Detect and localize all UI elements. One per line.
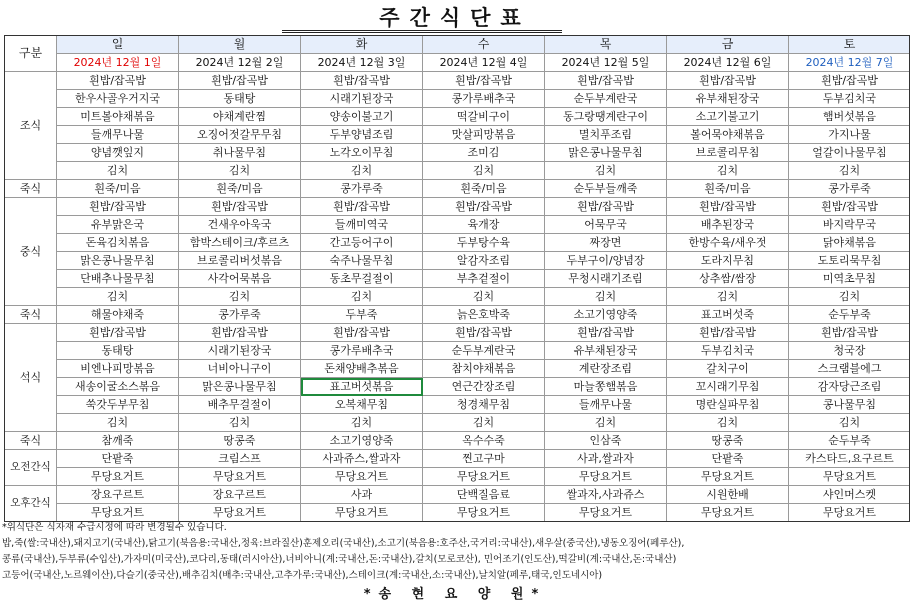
menu-cell[interactable]: 도라지무침 — [667, 252, 789, 270]
menu-cell[interactable]: 멸치푸조림 — [545, 126, 667, 144]
menu-cell[interactable]: 갈치구이 — [667, 360, 789, 378]
menu-cell[interactable]: 콩가루배추국 — [301, 342, 423, 360]
menu-cell[interactable]: 쑥갓두부무침 — [57, 396, 179, 414]
menu-cell[interactable]: 노각오이무침 — [301, 144, 423, 162]
menu-cell[interactable]: 무당요거트 — [423, 468, 545, 486]
meal-row — [5, 126, 910, 144]
note-line: *위식단은 식자재 수급시정에 따라 변경될수 있습니다. — [0, 520, 910, 536]
menu-cell[interactable]: 유부채된장국 — [667, 90, 789, 108]
meal-row — [5, 450, 910, 468]
menu-cell[interactable]: 명란실파무침 — [667, 396, 789, 414]
menu-cell[interactable]: 흰죽/미음 — [423, 180, 545, 198]
menu-cell[interactable]: 인삼죽 — [545, 432, 667, 450]
date-header: 2024년 12월 3일 — [301, 54, 423, 72]
meal-row — [5, 144, 910, 162]
menu-cell[interactable]: 김치 — [789, 162, 910, 180]
menu-cell[interactable]: 김치 — [57, 288, 179, 306]
menu-cell[interactable]: 무당요거트 — [301, 504, 423, 522]
menu-cell[interactable]: 흰밥/잡곡밥 — [545, 324, 667, 342]
menu-cell[interactable]: 조미김 — [423, 144, 545, 162]
menu-cell[interactable]: 흰밥/잡곡밥 — [667, 72, 789, 90]
menu-cell[interactable]: 샤인머스켓 — [789, 486, 910, 504]
menu-cell[interactable]: 늙은호박죽 — [423, 306, 545, 324]
menu-cell[interactable]: 동초무걸절이 — [301, 270, 423, 288]
meal-category-label: 죽식 — [5, 180, 57, 198]
menu-cell[interactable]: 흰밥/잡곡밥 — [179, 198, 301, 216]
menu-cell[interactable]: 한우사골우거지국 — [57, 90, 179, 108]
menu-cell[interactable]: 무당요거트 — [57, 504, 179, 522]
menu-cell[interactable]: 배추무걸절이 — [179, 396, 301, 414]
menu-cell[interactable]: 배추된장국 — [667, 216, 789, 234]
menu-cell[interactable]: 김치 — [423, 162, 545, 180]
menu-cell[interactable]: 김치 — [667, 288, 789, 306]
menu-cell[interactable]: 시원한배 — [667, 486, 789, 504]
menu-cell[interactable]: 오복채무침 — [301, 396, 423, 414]
menu-cell[interactable]: 흰밥/잡곡밥 — [667, 198, 789, 216]
menu-cell[interactable]: 흰밥/잡곡밥 — [179, 72, 301, 90]
menu-cell[interactable]: 두부탕수육 — [423, 234, 545, 252]
menu-cell[interactable]: 흰밥/잡곡밥 — [423, 198, 545, 216]
menu-cell[interactable]: 스크램블에그 — [789, 360, 910, 378]
menu-cell[interactable]: 김치 — [57, 162, 179, 180]
menu-cell[interactable]: 두부김치국 — [789, 90, 910, 108]
menu-cell[interactable]: 쌀과자,사과쥬스 — [545, 486, 667, 504]
menu-cell[interactable]: 찐고구마 — [423, 450, 545, 468]
menu-cell[interactable]: 표고버섯볶음 — [301, 378, 423, 396]
menu-cell[interactable]: 연근간장조림 — [423, 378, 545, 396]
menu-cell[interactable]: 김치 — [301, 414, 423, 432]
meal-category-label: 죽식 — [5, 306, 57, 324]
menu-cell[interactable]: 맑은콩나물무침 — [179, 378, 301, 396]
page-title: 주간식단표 — [0, 2, 910, 32]
menu-cell[interactable]: 김치 — [301, 288, 423, 306]
menu-cell[interactable]: 상추쌈/쌈장 — [667, 270, 789, 288]
meal-row — [5, 270, 910, 288]
menu-cell[interactable]: 돈채양배추볶음 — [301, 360, 423, 378]
menu-cell[interactable]: 단배추나물무침 — [57, 270, 179, 288]
menu-cell[interactable]: 무당요거트 — [545, 504, 667, 522]
meal-category-label: 죽식 — [5, 432, 57, 450]
meal-row — [5, 90, 910, 108]
menu-cell[interactable]: 흰밥/잡곡밥 — [789, 72, 910, 90]
meal-row — [5, 108, 910, 126]
title — [0, 0, 910, 34]
menu-cell[interactable]: 흰죽/미음 — [667, 180, 789, 198]
menu-cell[interactable]: 흰밥/잡곡밥 — [301, 198, 423, 216]
footer: *송 현 요 양 원* — [0, 583, 910, 602]
date-header: 2024년 12월 5일 — [545, 54, 667, 72]
day-header: 수 — [423, 36, 545, 54]
menu-cell[interactable]: 닭야채볶음 — [789, 234, 910, 252]
menu-cell[interactable]: 도토리묵무침 — [789, 252, 910, 270]
menu-cell[interactable]: 사각어묵볶음 — [179, 270, 301, 288]
menu-cell[interactable]: 짜장면 — [545, 234, 667, 252]
menu-cell[interactable]: 김치 — [545, 288, 667, 306]
day-header: 토 — [789, 36, 910, 54]
meal-row — [5, 342, 910, 360]
date-header: 2024년 12월 4일 — [423, 54, 545, 72]
meal-category-label: 중식 — [5, 198, 57, 306]
menu-cell[interactable]: 무당요거트 — [789, 468, 910, 486]
menu-cell[interactable]: 건새우아욱국 — [179, 216, 301, 234]
date-header: 2024년 12월 6일 — [667, 54, 789, 72]
menu-cell[interactable]: 단팥죽 — [667, 450, 789, 468]
menu-cell[interactable]: 떡갈비구이 — [423, 108, 545, 126]
meal-row — [5, 468, 910, 486]
menu-cell[interactable]: 볼어묵야채볶음 — [667, 126, 789, 144]
menu-cell[interactable]: 맑은콩나물무침 — [545, 144, 667, 162]
menu-cell[interactable]: 참치야채볶음 — [423, 360, 545, 378]
category-header: 구분 — [5, 36, 57, 72]
menu-cell[interactable]: 사과 — [301, 486, 423, 504]
menu-cell[interactable]: 순두부죽 — [789, 306, 910, 324]
meal-category-label: 오후간식 — [5, 486, 57, 522]
menu-cell[interactable]: 숙주나물무침 — [301, 252, 423, 270]
menu-cell[interactable]: 마늘쫑햄볶음 — [545, 378, 667, 396]
day-header: 일 — [57, 36, 179, 54]
date-header: 2024년 12월 2일 — [179, 54, 301, 72]
menu-cell[interactable]: 한방수육/새우젓 — [667, 234, 789, 252]
menu-cell[interactable]: 유부채된장국 — [545, 342, 667, 360]
menu-cell[interactable]: 미역초무침 — [789, 270, 910, 288]
menu-cell[interactable]: 취나물무침 — [179, 144, 301, 162]
menu-cell[interactable]: 무당요거트 — [179, 468, 301, 486]
menu-cell[interactable]: 순두부들깨죽 — [545, 180, 667, 198]
menu-cell[interactable]: 옥수수죽 — [423, 432, 545, 450]
menu-cell[interactable]: 사과,쌀과자 — [545, 450, 667, 468]
menu-cell[interactable]: 김치 — [545, 162, 667, 180]
meal-category-label: 오전간식 — [5, 450, 57, 486]
menu-cell[interactable]: 흰밥/잡곡밥 — [667, 324, 789, 342]
note-line: 콩류(국내산),두부류(수입산),가자미(미국산),코다리,동태(러시아산),너비아니(계:국내산,돈:국내산),갈치(모로코산), 민어조기(인도산),떡갈비(계:국내산,돈:국내산) — [0, 552, 910, 568]
meal-row — [5, 378, 910, 396]
menu-cell[interactable]: 소고기불고기 — [667, 108, 789, 126]
menu-cell[interactable]: 크림스프 — [179, 450, 301, 468]
menu-cell[interactable]: 김치 — [301, 162, 423, 180]
menu-cell[interactable]: 김치 — [179, 414, 301, 432]
menu-cell[interactable]: 들깨무나물 — [57, 126, 179, 144]
menu-cell[interactable]: 땅콩죽 — [179, 432, 301, 450]
menu-cell[interactable]: 너비아니구이 — [179, 360, 301, 378]
menu-cell[interactable]: 맑은콩나물무침 — [57, 252, 179, 270]
meal-row — [5, 288, 910, 306]
meal-row — [5, 396, 910, 414]
menu-cell[interactable]: 김치 — [545, 414, 667, 432]
menu-cell[interactable]: 두부김치국 — [667, 342, 789, 360]
menu-cell[interactable]: 김치 — [789, 414, 910, 432]
menu-cell[interactable]: 흰밥/잡곡밥 — [545, 198, 667, 216]
menu-cell[interactable]: 흰밥/잡곡밥 — [57, 198, 179, 216]
menu-cell[interactable]: 흰밥/잡곡밥 — [545, 72, 667, 90]
menu-cell[interactable]: 햄버섯볶음 — [789, 108, 910, 126]
menu-cell[interactable]: 돈육김치볶음 — [57, 234, 179, 252]
menu-cell[interactable]: 콩가루죽 — [301, 180, 423, 198]
day-header: 목 — [545, 36, 667, 54]
title-underline — [282, 30, 562, 31]
note-line: 고등어(국내산,노르웨이산),다슬기(중국산),배추김치(배추:국내산,고추가루:국내산),스테이크(계:국내산,소:국내산),날치알(페루,태국,인도네시아) — [0, 568, 910, 584]
notes — [0, 520, 910, 584]
menu-cell[interactable]: 청국장 — [789, 342, 910, 360]
menu-cell[interactable]: 계란장조림 — [545, 360, 667, 378]
menu-cell[interactable]: 브로콜리버섯볶음 — [179, 252, 301, 270]
note-line: 밥,죽(쌀:국내산),돼지고기(국내산),닭고기(북음용:국내산,정육:브라질산)훈제오리(국내산),소고기(북음용:호주산,국거리:국내산),새우살(중국산),냉동오징어(페루산), — [0, 536, 910, 552]
menu-cell[interactable]: 순두부계란국 — [423, 342, 545, 360]
menu-cell[interactable]: 무청시래기조림 — [545, 270, 667, 288]
menu-cell[interactable]: 흰밥/잡곡밥 — [423, 324, 545, 342]
day-header: 금 — [667, 36, 789, 54]
menu-cell[interactable]: 표고버섯죽 — [667, 306, 789, 324]
date-header: 2024년 12월 1일 — [57, 54, 179, 72]
meal-row — [5, 162, 910, 180]
menu-cell[interactable]: 무당요거트 — [301, 468, 423, 486]
menu-cell[interactable]: 단백질음료 — [423, 486, 545, 504]
menu-cell[interactable]: 해물야채죽 — [57, 306, 179, 324]
menu-cell[interactable]: 시래기된장국 — [301, 90, 423, 108]
menu-cell[interactable]: 김치 — [667, 414, 789, 432]
menu-cell[interactable]: 부추겉절이 — [423, 270, 545, 288]
menu-cell[interactable]: 흰죽/미음 — [57, 180, 179, 198]
title-underline — [282, 32, 562, 33]
day-header: 화 — [301, 36, 423, 54]
menu-cell[interactable]: 양송이불고기 — [301, 108, 423, 126]
menu-cell[interactable]: 두부양념조림 — [301, 126, 423, 144]
menu-cell[interactable]: 동태탕 — [179, 90, 301, 108]
menu-cell[interactable]: 맛살피망볶음 — [423, 126, 545, 144]
menu-cell[interactable]: 동그랑땡계란구이 — [545, 108, 667, 126]
menu-cell[interactable]: 비엔나피망볶음 — [57, 360, 179, 378]
menu-cell[interactable]: 어묵무국 — [545, 216, 667, 234]
menu-cell[interactable]: 두부죽 — [301, 306, 423, 324]
meal-row — [5, 216, 910, 234]
meal-row — [5, 360, 910, 378]
menu-cell[interactable]: 무당요거트 — [789, 504, 910, 522]
menu-cell[interactable]: 참깨죽 — [57, 432, 179, 450]
menu-cell[interactable]: 무당요거트 — [667, 468, 789, 486]
date-header: 2024년 12월 7일 — [789, 54, 910, 72]
menu-cell[interactable]: 두부구이/양념장 — [545, 252, 667, 270]
menu-cell[interactable]: 흰밥/잡곡밥 — [179, 324, 301, 342]
menu-cell[interactable]: 들깨미역국 — [301, 216, 423, 234]
menu-cell[interactable]: 단팥죽 — [57, 450, 179, 468]
menu-cell[interactable]: 콩나물무침 — [789, 396, 910, 414]
menu-cell[interactable]: 순두부죽 — [789, 432, 910, 450]
meal-row — [5, 252, 910, 270]
menu-cell[interactable]: 미트볼야채볶음 — [57, 108, 179, 126]
date-header-row — [5, 54, 910, 72]
menu-cell[interactable]: 김치 — [789, 288, 910, 306]
meal-table — [4, 35, 910, 522]
menu-cell[interactable]: 흰밥/잡곡밥 — [301, 72, 423, 90]
menu-cell[interactable]: 콩가루배추국 — [423, 90, 545, 108]
menu-cell[interactable]: 양념깻잎지 — [57, 144, 179, 162]
menu-cell[interactable]: 카스타드,요구르트 — [789, 450, 910, 468]
meal-row — [5, 414, 910, 432]
menu-cell[interactable]: 감자당근조림 — [789, 378, 910, 396]
menu-cell[interactable]: 김치 — [423, 414, 545, 432]
menu-cell[interactable]: 소고기영양죽 — [301, 432, 423, 450]
menu-cell[interactable]: 김치 — [423, 288, 545, 306]
meal-category-label: 석식 — [5, 324, 57, 432]
menu-cell[interactable]: 김치 — [179, 162, 301, 180]
meal-row — [5, 432, 910, 450]
meal-row — [5, 180, 910, 198]
meal-row — [5, 504, 910, 522]
meal-row — [5, 306, 910, 324]
menu-cell[interactable]: 김치 — [667, 162, 789, 180]
meal-category-label: 조식 — [5, 72, 57, 180]
menu-cell[interactable]: 함박스테이크/후르츠 — [179, 234, 301, 252]
menu-cell[interactable]: 흰밥/잡곡밥 — [789, 324, 910, 342]
meal-row — [5, 198, 910, 216]
menu-cell[interactable]: 장요구르트 — [179, 486, 301, 504]
meal-row — [5, 72, 910, 90]
menu-cell[interactable]: 흰밥/잡곡밥 — [789, 198, 910, 216]
meal-row — [5, 234, 910, 252]
day-header-row — [5, 36, 910, 54]
meal-row — [5, 486, 910, 504]
menu-cell[interactable]: 야채계란찜 — [179, 108, 301, 126]
menu-cell[interactable]: 무당요거트 — [667, 504, 789, 522]
menu-cell[interactable]: 오징어젓갈무무침 — [179, 126, 301, 144]
menu-cell[interactable]: 무당요거트 — [179, 504, 301, 522]
menu-cell[interactable]: 바지락무국 — [789, 216, 910, 234]
menu-cell[interactable]: 땅콩죽 — [667, 432, 789, 450]
menu-cell[interactable]: 흰밥/잡곡밥 — [301, 324, 423, 342]
menu-cell[interactable]: 김치 — [179, 288, 301, 306]
menu-cell[interactable]: 동태탕 — [57, 342, 179, 360]
menu-cell[interactable]: 흰밥/잡곡밥 — [57, 72, 179, 90]
menu-cell[interactable]: 알감자조림 — [423, 252, 545, 270]
menu-cell[interactable]: 얼갈이나물무침 — [789, 144, 910, 162]
menu-cell[interactable]: 사과쥬스,쌀과자 — [301, 450, 423, 468]
menu-cell[interactable]: 시래기된장국 — [179, 342, 301, 360]
menu-cell[interactable]: 순두부계란국 — [545, 90, 667, 108]
menu-cell[interactable]: 가지나물 — [789, 126, 910, 144]
menu-cell[interactable]: 흰밥/잡곡밥 — [423, 72, 545, 90]
menu-cell[interactable]: 소고기영양죽 — [545, 306, 667, 324]
menu-cell[interactable]: 무당요거트 — [57, 468, 179, 486]
menu-cell[interactable]: 꼬시래기무침 — [667, 378, 789, 396]
menu-cell[interactable]: 들깨무나물 — [545, 396, 667, 414]
menu-cell[interactable]: 유부맑은국 — [57, 216, 179, 234]
menu-cell[interactable]: 콩가루죽 — [789, 180, 910, 198]
day-header: 월 — [179, 36, 301, 54]
menu-cell[interactable]: 김치 — [57, 414, 179, 432]
menu-cell[interactable]: 새송이굴소스볶음 — [57, 378, 179, 396]
menu-cell[interactable]: 무당요거트 — [423, 504, 545, 522]
menu-cell[interactable]: 흰밥/잡곡밥 — [57, 324, 179, 342]
menu-cell[interactable]: 간고등어구이 — [301, 234, 423, 252]
menu-cell[interactable]: 장요구르트 — [57, 486, 179, 504]
menu-cell[interactable]: 흰죽/미음 — [179, 180, 301, 198]
menu-cell[interactable]: 육개장 — [423, 216, 545, 234]
menu-cell[interactable]: 청경채무침 — [423, 396, 545, 414]
menu-cell[interactable]: 브로콜리무침 — [667, 144, 789, 162]
menu-cell[interactable]: 콩가루죽 — [179, 306, 301, 324]
meal-row — [5, 324, 910, 342]
menu-cell[interactable]: 무당요거트 — [545, 468, 667, 486]
